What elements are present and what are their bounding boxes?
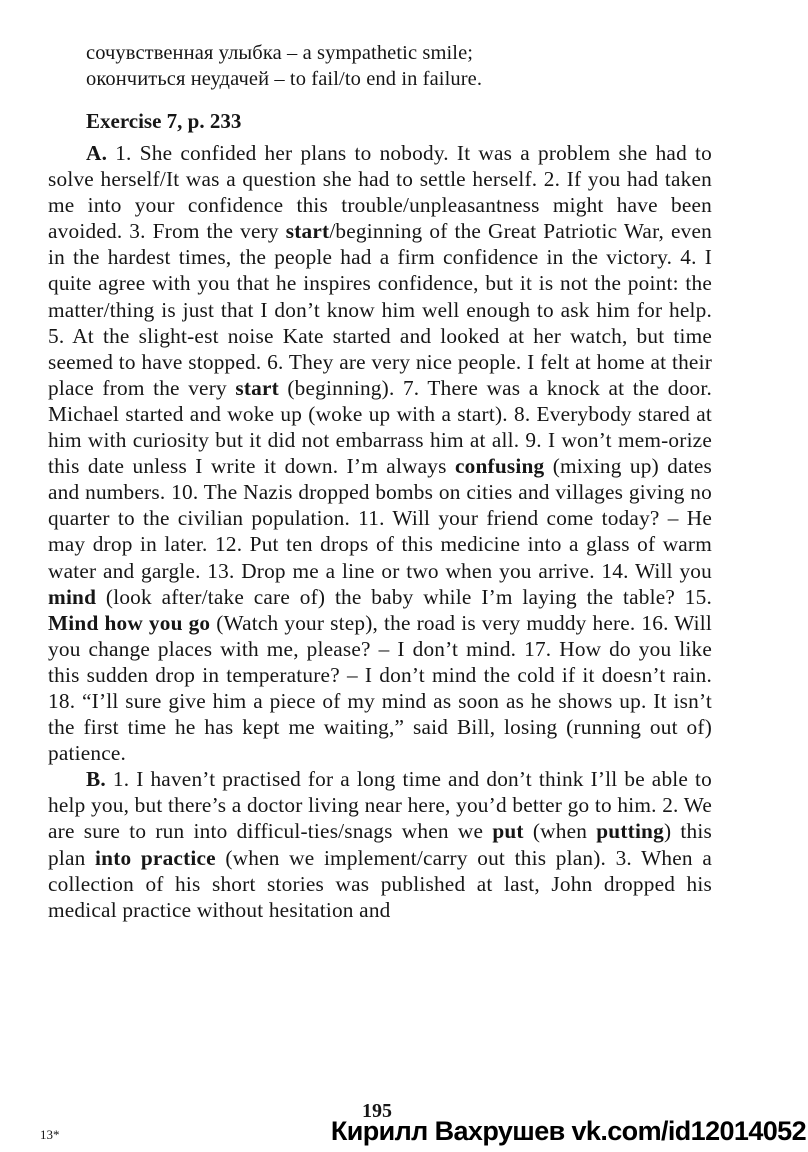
section-a-bold-term: confusing [454, 454, 545, 479]
section-b-text-run: (when we implement/carry out this plan). 3. When a collection of his short stories was published at last, John dropped his medical practice without hesitation and [48, 845, 712, 922]
section-a-text-run: (Watch your step), the road is very muddy here. 16. Will you change places with me, please? – I don’t mind. 17. How do you like this sudden drop in temperature? – I don’t mind the cold if it doesn’t rain. 18. “I’ll sure give him a piece of my mind as soon as he shows up. It isn’t the first time he has kept me waiting,” said Bill, losing (running out of) patience. [48, 610, 712, 766]
section-a-text-run: (beginning). 7. There was a knock at the door. Michael started and woke up (woke up with a start). 8. Everybody stared at him with curiosity but it did not embarrass him at all. 9. I won’t mem-orize this date unless I write it down. I’m always [48, 375, 712, 479]
section-b-bold-term: putting [596, 819, 664, 844]
section-a-paragraph [48, 140, 712, 766]
page-number: 195 [362, 1100, 392, 1122]
section-b-text-run: ) this plan [48, 819, 712, 870]
vocab-line-1: сочувственная улыбка – a sympathetic smile; [86, 42, 474, 64]
section-a-text-run: 1. She confided her plans to nobody. It was a problem she had to solve herself/It was a question she had to settle herself. 2. If you had taken me into your confidence this trouble/unpleasantness might have been avoided. 3. From the very [48, 141, 712, 244]
exercise-heading: Exercise 7, p. 233 [86, 109, 242, 133]
section-a-label: A. [86, 141, 108, 165]
section-b-text-run: (when [523, 819, 597, 844]
watermark-text: Кирилл Вахрушев vk.com/id12014052 [330, 1116, 806, 1146]
section-a-bold-term: start [285, 219, 330, 244]
section-a-text-run: (look after/take care of) the baby while I’m laying the table? 15. [96, 584, 712, 609]
section-a-bold-term: Mind how you go [48, 610, 211, 635]
section-a-text-run: (mixing up) dates and numbers. 10. The Nazis dropped bombs on cities and villages giving no quarter to the civilian population. 11. Will your friend come today? – He may drop in later. 12. Put ten drops of this medicine into a glass of warm water and gargle. 13. Drop me a line or two when you arrive. 14. Will you [48, 454, 712, 583]
section-b-label: B. [86, 767, 106, 792]
vocab-line-2: окончиться неудачей – to fail/to end in failure. [86, 68, 483, 90]
section-b-bold-term: put [492, 819, 524, 844]
section-a-bold-term: mind [48, 584, 97, 609]
document-page [48, 40, 712, 923]
section-b-bold-term: into practice [95, 845, 216, 870]
signature-mark: 13* [40, 1127, 60, 1142]
section-b-text-run: 1. I haven’t practised for a long time and don’t think I’ll be able to help you, but there’s a doctor living near here, you’d better go to him. 2. We are sure to run into difficul-ties/snags when we [48, 767, 712, 844]
section-a-bold-term: start [235, 375, 279, 400]
section-a-text-run: /beginning of the Great Patriotic War, even in the hardest times, the people had a firm confidence in the victory. 4. I quite agree with you that he inspires confidence, but it is not the point: the matter/thing is just that I don’t know him well enough to ask him for help. 5. At the slight-est noise Kate started and looked at her watch, but time seemed to have stopped. 6. They are very nice people. I felt at home at their place from the very [48, 219, 713, 400]
section-b-paragraph [48, 766, 712, 923]
